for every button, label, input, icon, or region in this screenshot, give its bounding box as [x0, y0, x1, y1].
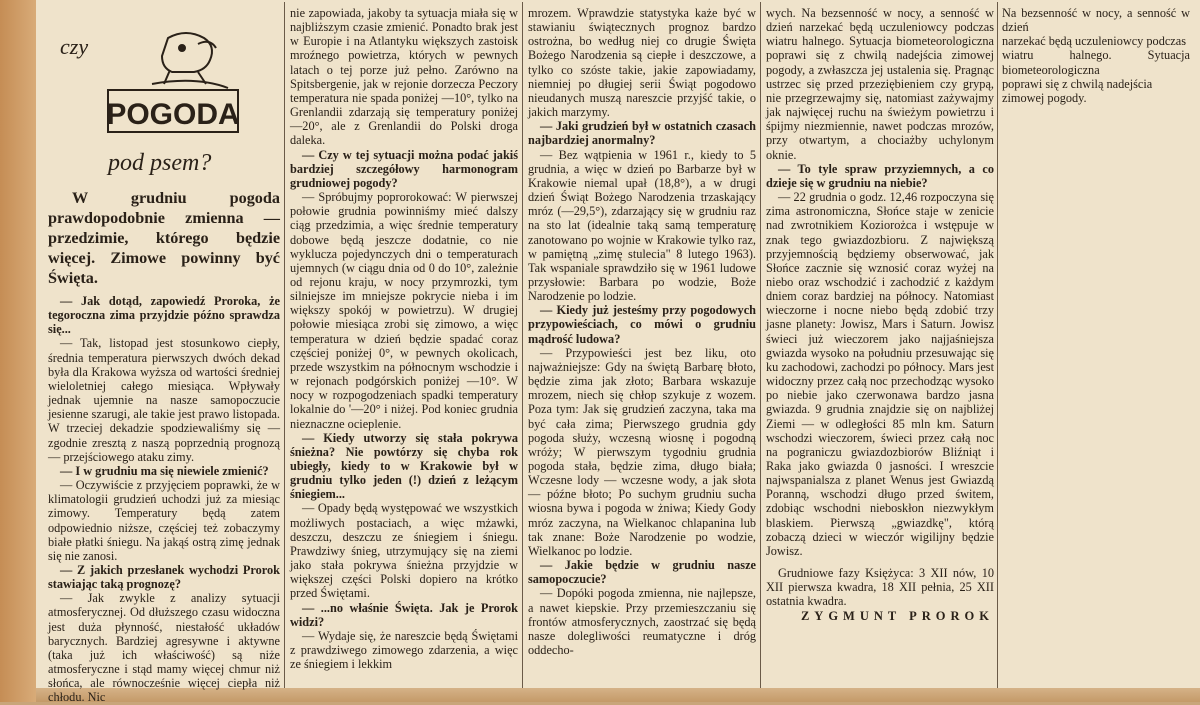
answer-continued: narzekać będą uczuleniowcy podczas	[1002, 34, 1187, 49]
answer: — Bez wątpienia w 1961 r., kiedy to 5 grudnia, a więc w dzień po Barbarze był w Krakowie niemal upał (18,8°), a w drugi dzień Świąt Bożego Narodzenia trzaskający mróz (—29,5°), zdarzający się w grudniu raz na sto lat (idealnie taką samą temperaturę zanotowano po wojnie w Krakowie tylko raz, w pamiętną „zimę stulecia" 8 lutego 1963). Tak wspaniale sprawdziło się w 1961 ludowe przysłowie: Barbara po wodzie, Boże Narodzenie po lodzie.	[528, 147, 756, 304]
question: — Z jakich przesłanek wychodzi Prorok stawiając taką prognozę?	[48, 562, 280, 592]
page-edge	[0, 0, 36, 702]
question: — To tyle spraw przyziemnych, a co dzieje się w grudniu na niebie?	[766, 161, 994, 190]
question: — Kiedy utworzy się stała pokrywa śnieżna? Nie powtórzy się chyba rok ubiegły, kiedy to w Krakowie był w grudniu tylko jeden (!) dzień z leżącym śniegiem...	[290, 430, 518, 502]
column-rule	[284, 2, 285, 688]
article-column-4	[766, 6, 994, 686]
column-rule	[522, 2, 523, 688]
answer: — Dopóki pogoda zmienna, nie najlepsze, a nawet kiepskie. Przy przemieszczaniu się frontów atmosferycznych, zaostrzać się będą nasze dolegliwości reumatyczne i dróg oddecho-	[528, 586, 756, 658]
article-lead: W grudniu pogoda prawdopodobnie zmienna — przedzimie, którego będzie więcej. Zimowe powinny być Święta.	[48, 189, 280, 287]
answer-continued: wych. Na bezsenność w nocy, a senność w dzień narzekać będą uczuleniowcy podczas wiatru halnego. Sytuacja biometeorologiczna poprawi się z chwilą nadejścia zimowej pogody, a zwłaszcza jej ustalenia się. Pragnąc ustrzec się przed przeziębieniem czy grypą, nie przegrzewajmy się, natomiast zażywajmy jak najwięcej ruchu na świeżym powietrzu i śpijmy niezmiennie, nawet podczas mrozów, przy otwartym, a chociażby uchylonym oknie.	[766, 6, 994, 162]
article-column-1	[48, 188, 280, 705]
article-column-2	[290, 6, 518, 686]
question: — I w grudniu ma się niewiele zmienić?	[60, 463, 269, 478]
question: — ...no właśnie Święta. Jak je Prorok widzi?	[290, 600, 518, 629]
logo-word-czy: czy	[60, 34, 89, 59]
question: — Kiedy już jesteśmy przy pogodowych przypowieściach, co mówi o grudniu mądrość ludowa?	[528, 303, 756, 346]
dog-illustration-icon	[152, 33, 228, 88]
article-column-5	[1002, 6, 1190, 686]
answer: — Tak, listopad jest stosunkowo ciepły, średnia temperatura pierwszych dwóch dekad była dla Krakowa wyższa od wartości średniej wieloletniej całego miesiąca. Wpływały jednak ujemnie na nasze samopoczucie jesienne szarugi, ale takie jest prawo listopada. W trzeciej dekadzie spodziewaliśmy się — zgodnie zresztą z naszą poprzednią prognozą — przejściowego ataku zimy.	[48, 336, 280, 464]
question: — Czy w tej sytuacji można podać jakiś bardziej szczegółowy harmonogram grudniowej pogody?	[290, 147, 518, 190]
logo-word-pogoda: POGODA	[106, 98, 240, 131]
column-rule	[997, 2, 998, 688]
article-column-3	[528, 6, 756, 686]
answer: — Opady będą występować we wszystkich możliwych postaciach, a więc mżawki, deszczu, deszczu ze śniegiem i śniegu. Prawdziwy śnieg, utrzymujący się na ziemi jako stała pokrywa śnieżna przyjdzie w większej części Polski dopiero na krótko przed Świętami.	[290, 501, 518, 601]
answer-continued: poprawi się z chwilą nadejścia	[1002, 76, 1153, 91]
logo-word-pod-psem: pod psem?	[108, 150, 212, 176]
answer: — Spróbujmy poprorokować: W pierwszej połowie grudnia powinniśmy mieć dalszy ciąg przedzimia, a więc średnie temperatury dobowe będą jeszcze dodatnie, co nie wyklucza pojedynczych dni o temperaturach ujemnych (w ciągu dnia od 0 do 10°, zależnie od rejonu kraju, w nocy przymrozki, tym silniejsze im mniejsze pokrycie nieba i im większy spokój w powietrzu). W drugiej połowie miesiąca zrobi się zimowo, a więc temperatura w dzień będzie spadać coraz częściej poniżej 0°, w pewnych okolicach, przede wszystkim na północnym wschodzie i w rejonach podgórskich poniżej —10°. W nocy w rozpogodzeniach spadki temperatury lokalnie do '—20° i niżej. Pod koniec grudnia nieznaczne ocieplenie.	[290, 190, 518, 431]
answer: — Wydaje się, że nareszcie będą Świętami z prawdziwego zimowego zdarzenia, a więc ze śniegiem i lekkim	[290, 628, 518, 672]
answer: — Przypowieści jest bez liku, oto najważniejsze: Gdy na świętą Barbarę błoto, będzie zima jak złoto; Barbara wskazuje mrozem, niech się chłop szykuje z wozem. Poza tym: Jak się grudzień zaczyna, taka ma być cała zima; Pierwszego grudnia gdy pogoda służy, wczesną wiosnę i pogodną wróży; W pierwszym tygodniu grudnia pogoda stała, będzie zima, długo biała; Wczesne lody — wczesne wody, a jak słota — późne błoto; Po suchym grudniu sucha wiosna bywa i pogoda w żniwa; Kiedy Gody mróz zaczyna, na Wielkanoc chlapanina lub tak znane: Boże Narodzenie po wodzie, Wielkanoc po lodzie.	[528, 345, 756, 558]
answer-continued: Na bezsenność w nocy, a senność w dzień	[1002, 6, 1190, 35]
moon-phases: Grudniowe fazy Księżyca: 3 XII nów, 10 XII pierwsza kwadra, 18 XII pełnia, 25 XII ostatnia kwadra.	[766, 566, 994, 609]
question: — Jakie będzie w grudniu nasze samopoczucie?	[528, 558, 756, 587]
answer-continued: mrozem. Wprawdzie statystyka każe być w stawianiu świątecznych prognoz bardzo ostrożna, bo według niej co drugie Święta Bożego Narodzenia są ciepłe i deszczowe, a tylko co szóste takie, jakie zapowiadamy, niemniej po długiej serii Świąt pogodowo nieudanych muszą nareszcie przyjść takie, o jakich marzymy.	[528, 6, 756, 120]
answer: — Oczywiście z przyjęciem poprawki, że w klimatologii grudzień uchodzi już za miesiąc zimowy. Temperatury będą zatem odpowiednio niższe, częściej też zobaczymy białe płatki śniegu. Na jakąś ostrą zimę jednak się nie zanosi.	[48, 478, 280, 563]
question: — Jak dotąd, zapowiedź Proroka, że tegoroczna zima przyjdzie późno sprawdza się...	[48, 294, 280, 337]
answer-continued: wiatru halnego. Sytuacja biometeorologiczna	[1002, 48, 1190, 77]
answer-continued: zimowej pogody.	[1002, 90, 1087, 105]
column-rule	[760, 2, 761, 688]
question: — Jaki grudzień był w ostatnich czasach najbardziej anormalny?	[528, 119, 756, 148]
pogoda-logo	[48, 20, 280, 180]
answer: — 22 grudnia o godz. 12,46 rozpoczyna się zima astronomiczna, Słońce staje w zenicie nad zwrotnikiem Koziorożca i wstępuje w znak tego gwiazdozbioru. Z największą przyjemnością będziemy obserwować, jak Słońce zacznie się wznosić coraz wyżej na niebo oraz wschodzić i zachodzić z każdym dniem coraz bardziej na północy. Natomiast wieczorne i nocne niebo będą zdobić trzy jasne planety: Jowisz, Mars i Saturn. Jowisz świeci już wieczorem jako najjaśniejsza gwiazda wysoko na południu przesuwając się ku zachodowi, zachodzi po północy. Mars jest widoczny przez całą noc przechodząc wysoko po niebie jako czerwonawa bardzo jasna gwiazda. 9 grudnia znajdzie się on najbliżej Ziemi — w odległości 85 mln km. Saturn wschodzi wieczorem, świeci przez całą noc na pograniczu gwiazdozbiorów Bliźniąt i Raka jako gwiazda 0 jasności. I wreszcie najwspanialsza z planet Wenus jest Gwiazdą Poranną, wschodzi długo przed świtem, zdobiąc wschodni nieboskłon niezwykłym blaskiem. Pierwszą „gwiazdkę", którą zobaczą dzieci w wieczór wigilijny będzie Jowisz.	[766, 190, 994, 558]
answer: — Jak zwykle z analizy sytuacji atmosferycznej. Od dłuższego czasu widoczna jest duża płynność, niestałość układów barycznych. Bardziej agresywne i aktywne (taka już ich właściwość) są niże atmosferyczne i stąd mamy więcej chmur niż słońca, ale równocześnie więcej ciepła niż chłodu. Nic	[48, 591, 280, 705]
answer-continued: nie zapowiada, jakoby ta sytuacja miała się w najbliższym czasie zmienić. Ponadto brak jest w Europie i na Atlantyku większych zastoisk mroźnego powietrza, których w pewnych latach o tej porze już pełno. Zarówno na Spitsbergenie, jak w rejonie dorzecza Peczory temperatura nie spada poniżej —10°, tylko na Grenlandii zdarzają się temperatury poniżej —20°, ale z Grenlandii do Polski droga daleka.	[290, 6, 518, 148]
author-signature: ZYGMUNT PROROK	[800, 608, 994, 623]
